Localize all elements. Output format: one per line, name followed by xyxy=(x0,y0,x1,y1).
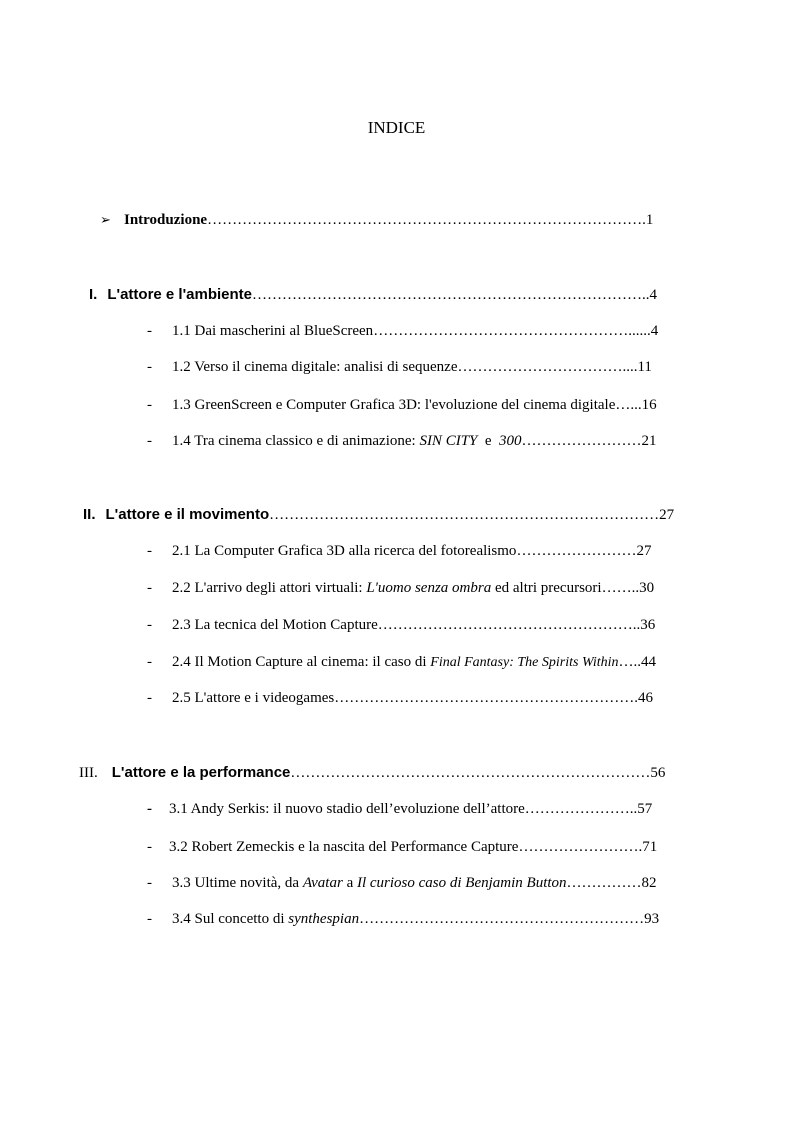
toc-page-number: 30 xyxy=(639,580,655,596)
list-dash: - xyxy=(147,323,152,339)
toc-leaders: ….. xyxy=(618,654,642,670)
section-title: 1.2 Verso il cinema digitale: analisi di sequenze xyxy=(172,359,458,375)
section-title: 2.4 Il Motion Capture al cinema: il caso di xyxy=(172,654,431,670)
term: synthespian xyxy=(288,911,360,927)
list-dash: - xyxy=(147,359,152,375)
film-title: SIN CITY xyxy=(419,433,478,449)
section-text: a xyxy=(342,875,357,891)
chapter-numeral: II. xyxy=(83,506,96,523)
film-title: Final Fantasy: The Spirits Within xyxy=(430,655,619,670)
toc-leaders: …………………………………………………………………….. xyxy=(252,287,650,303)
list-dash: - xyxy=(147,875,152,891)
section-title: 1.4 Tra cinema classico e di animazione: xyxy=(172,433,420,449)
toc-page-number: 46 xyxy=(637,690,653,706)
toc-leaders: …... xyxy=(615,397,642,413)
film-title: Il curioso caso di Benjamin Button xyxy=(356,875,567,891)
chapter-title: L'attore e il movimento xyxy=(105,506,270,523)
toc-leaders: ……………………………………………………. xyxy=(334,690,638,706)
section-title: 2.1 La Computer Grafica 3D alla ricerca del fotorealismo xyxy=(172,543,517,559)
toc-section-1-3[interactable] xyxy=(172,396,657,414)
toc-section-2-2[interactable] xyxy=(172,579,654,597)
toc-page-number: 4 xyxy=(649,287,658,303)
list-dash: - xyxy=(147,911,152,927)
chapter-numeral: I. xyxy=(89,286,98,303)
section-title: 2.5 L'attore e i videogames xyxy=(172,690,335,706)
toc-page-number: 93 xyxy=(644,911,660,927)
toc-leaders: ………………………………………………… xyxy=(359,911,645,927)
list-dash: - xyxy=(147,397,152,413)
list-dash: - xyxy=(147,801,152,817)
section-title: 3.2 Robert Zemeckis e la nascita del Performance Capture xyxy=(169,839,519,855)
toc-section-2-5[interactable] xyxy=(172,689,653,707)
list-dash: - xyxy=(147,839,152,855)
toc-leaders: ……………………. xyxy=(518,839,643,855)
toc-leaders: …………………………….... xyxy=(457,359,638,375)
toc-section-1-2[interactable] xyxy=(172,358,652,376)
toc-page-number: 71 xyxy=(642,839,658,855)
toc-page-number: 36 xyxy=(640,617,656,633)
toc-entry-label: Introduzione xyxy=(124,212,208,228)
film-title: L'uomo senza ombra xyxy=(366,580,492,596)
list-dash: - xyxy=(147,690,152,706)
toc-page-number: 44 xyxy=(641,654,657,670)
page-title: INDICE xyxy=(367,118,426,137)
section-title: 1.1 Dai mascherini al BlueScreen xyxy=(172,323,374,339)
toc-leaders: ……………………………………………………………………………. xyxy=(207,212,646,228)
toc-section-1-1[interactable] xyxy=(172,322,658,340)
toc-page-number: 4 xyxy=(650,323,659,339)
toc-page-number: 56 xyxy=(650,765,666,781)
film-title: 300 xyxy=(499,433,522,449)
section-title: 3.3 Ultime novità, da xyxy=(172,875,303,891)
chapter-title: L'attore e la performance xyxy=(111,764,291,781)
toc-page-number: 57 xyxy=(637,801,653,817)
chapter-title: L'attore e l'ambiente xyxy=(107,286,253,303)
toc-leaders: …………………………………………………………………… xyxy=(269,507,660,523)
toc-section-3-1[interactable] xyxy=(169,800,652,818)
section-title: 3.4 Sul concetto di xyxy=(172,911,289,927)
toc-section-3-4[interactable] xyxy=(172,910,659,928)
toc-section-2-3[interactable] xyxy=(172,616,655,634)
toc-page-number: 27 xyxy=(636,543,652,559)
list-dash: - xyxy=(147,617,152,633)
section-text: ed altri precursori xyxy=(491,580,602,596)
section-title: 3.1 Andy Serkis: il nuovo stadio dell’evoluzione dell’attore xyxy=(169,801,525,817)
toc-page-number: 27 xyxy=(659,507,675,523)
toc-chapter-2[interactable] xyxy=(83,506,674,524)
toc-section-1-4[interactable] xyxy=(172,432,657,450)
toc-page-number: 21 xyxy=(641,433,657,449)
section-title: 2.2 L'arrivo degli attori virtuali: xyxy=(172,580,367,596)
list-dash: - xyxy=(147,433,152,449)
section-text: e xyxy=(477,433,500,449)
toc-page-number: 16 xyxy=(641,397,657,413)
toc-page-number: 1 xyxy=(645,212,654,228)
toc-section-3-2[interactable] xyxy=(169,838,657,856)
toc-page-number: 82 xyxy=(641,875,657,891)
toc-leaders: …………… xyxy=(566,875,642,891)
toc-page-number: 11 xyxy=(637,359,652,375)
toc-chapter-3[interactable] xyxy=(79,764,665,782)
section-title: 2.3 La tecnica del Motion Capture xyxy=(172,617,378,633)
toc-chapter-1[interactable] xyxy=(89,286,657,304)
list-dash: - xyxy=(147,543,152,559)
toc-leaders: ……………………………………………………………… xyxy=(290,765,651,781)
list-dash: - xyxy=(147,580,152,596)
list-dash: - xyxy=(147,654,152,670)
chapter-numeral: III. xyxy=(79,765,98,781)
toc-leaders: …………………… xyxy=(521,433,642,449)
toc-section-2-1[interactable] xyxy=(172,542,651,560)
section-title: 1.3 GreenScreen e Computer Grafica 3D: l'evoluzione del cinema digitale xyxy=(172,397,616,413)
toc-section-3-3[interactable] xyxy=(172,874,657,892)
toc-leaders: ………………….. xyxy=(524,801,638,817)
toc-leaders: …….. xyxy=(601,580,640,596)
film-title: Avatar xyxy=(302,875,343,891)
toc-entry-introduzione[interactable] xyxy=(124,211,653,229)
toc-leaders: ……………………………………………...... xyxy=(373,323,651,339)
toc-leaders: …………………………………………….. xyxy=(377,617,641,633)
toc-leaders: …………………… xyxy=(516,543,637,559)
arrow-bullet-icon: ➢ xyxy=(100,212,111,227)
toc-section-2-4[interactable] xyxy=(172,653,656,672)
